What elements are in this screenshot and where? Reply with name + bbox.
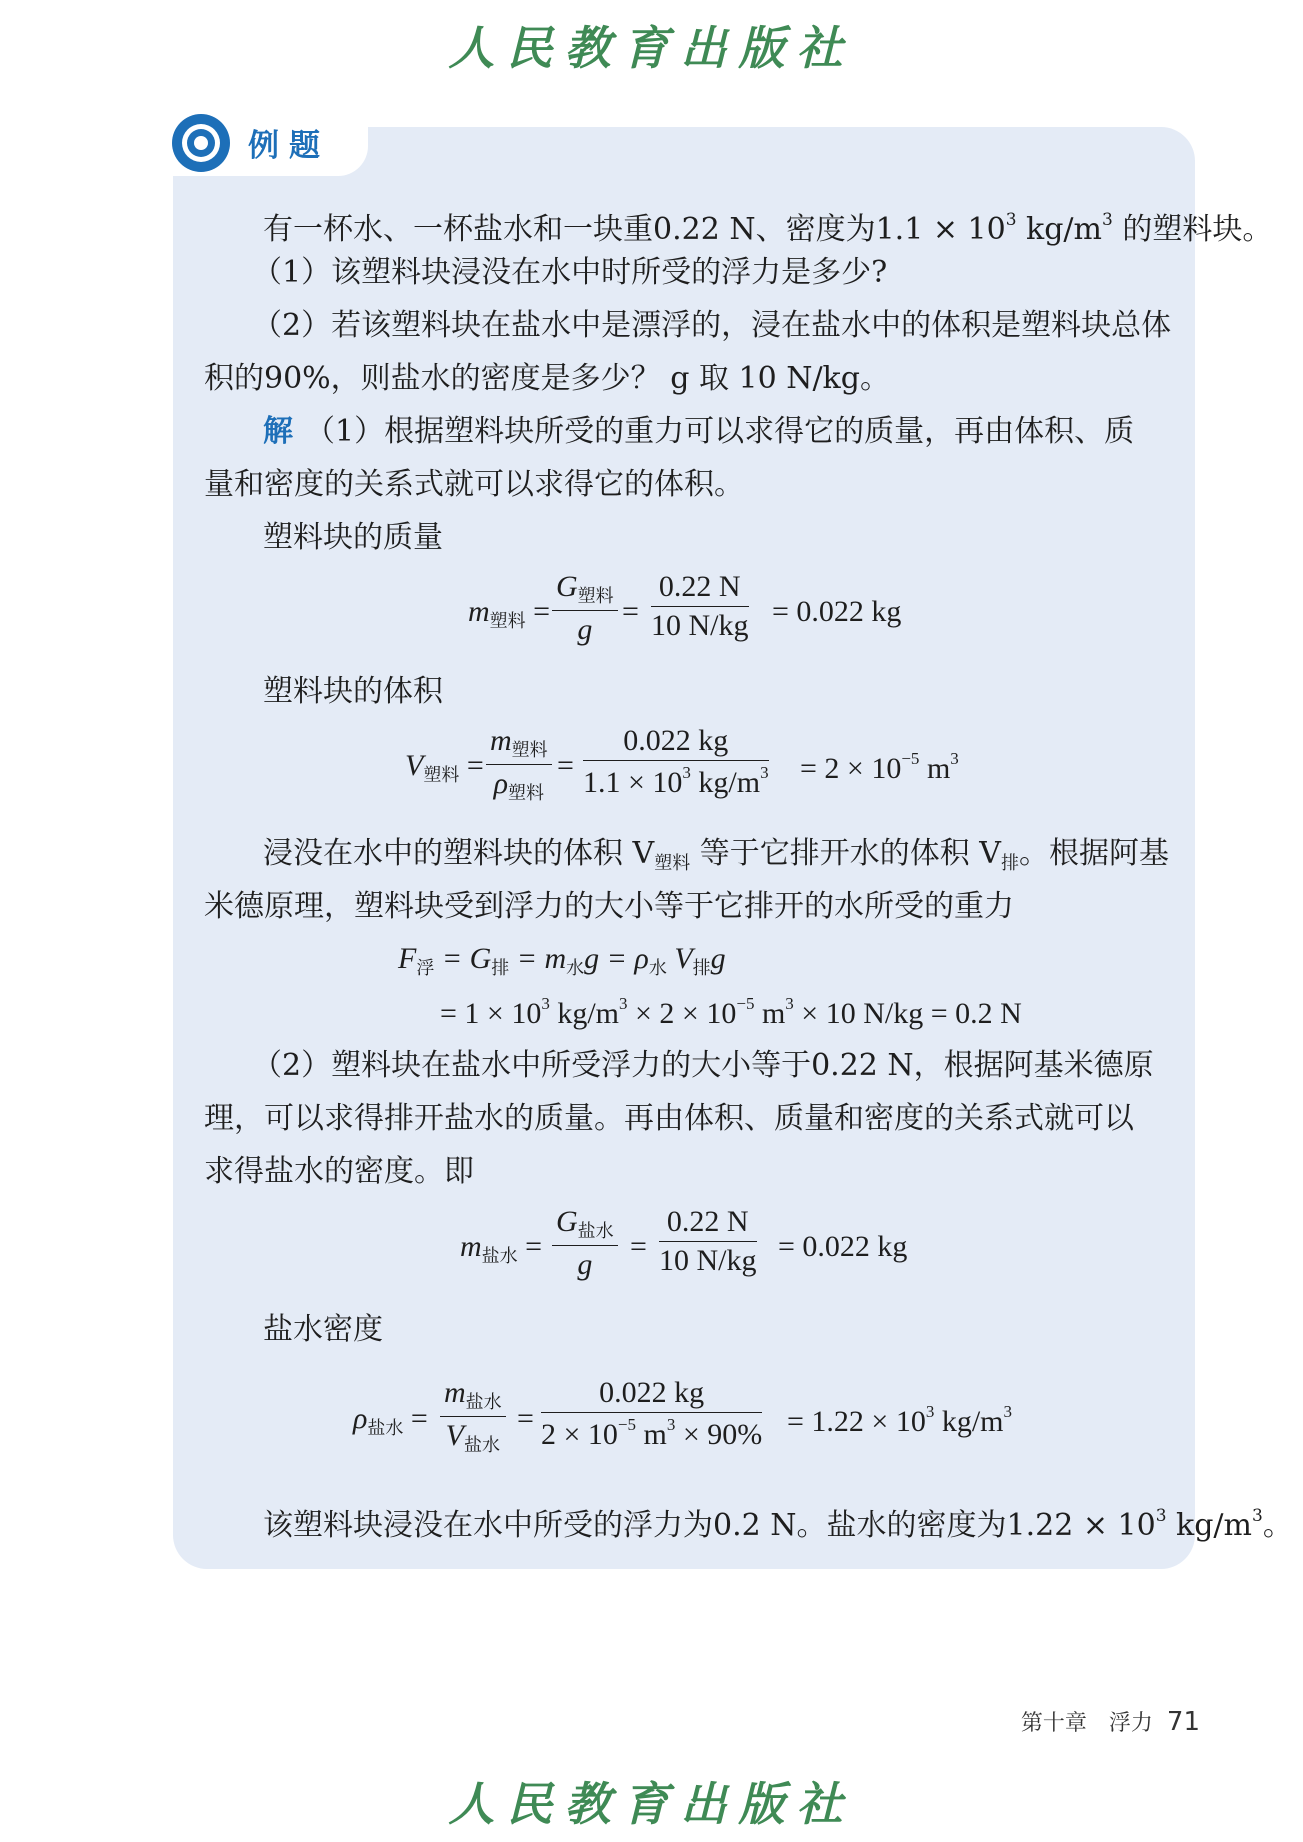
eq6-lhs: $\rho_{盐水}$ =	[353, 1402, 428, 1439]
question-2-line-1: （2）若该塑料块在盐水中是漂浮的，浸在盐水中的体积是塑料块总体	[252, 308, 1172, 343]
eq1-equals: =	[622, 595, 639, 628]
paragraph-3-line-1: 浸没在水中的塑料块的体积 $V_{塑料}$ 等于它排开水的体积 $V_排$。根据阿基	[263, 836, 1169, 874]
problem-line-1: 有一杯水、一杯盐水和一块重0.22 N、密度为$1.1 \times 10^3$ $kg/m^3$ 的塑料块。	[263, 210, 1273, 247]
conclusion: 该塑料块浸没在水中所受的浮力为0.2 N。盐水的密度为$1.22 \times 10^3$ $kg/m^3$。	[263, 1506, 1293, 1543]
publisher-seal-bottom: 人民教育出版社	[448, 1777, 855, 1831]
eq6-rhs: = $1.22 \times 10^3$ $kg/m^3$	[787, 1402, 1013, 1438]
eq2-fraction-2: $\frac{0.022 kg}{1.1 \times 10^3 kg/m^3}$	[583, 724, 769, 799]
eq1-lhs: $m_{塑料}$ =	[468, 595, 551, 632]
density-label: 盐水密度	[263, 1312, 383, 1347]
eq2-fraction-1: $m_{塑料}$ $\rho_{塑料}$	[486, 724, 552, 805]
solution-2-line-3: 求得盐水的密度。即	[204, 1154, 474, 1189]
eq2-lhs: $V_{塑料}$ =	[405, 749, 484, 786]
eq1-fraction-2: $\frac{0.22 N}{10 N/kg}$	[651, 570, 749, 642]
eq6-equals: =	[517, 1402, 534, 1435]
solution-2-line-2: 理，可以求得排开盐水的质量。再由体积、质量和密度的关系式就可以	[204, 1101, 1134, 1136]
eq4-calculation: = $1 \times 10^3$ $kg/m^3 \times 2 \times 10^{-5}$ $m^3 \times 10$ N/kg = 0.2 N	[440, 994, 1022, 1030]
paragraph-3-line-2: 米德原理，塑料块受到浮力的大小等于它排开的水所受的重力	[204, 889, 1014, 924]
solution-1-line-2: 量和密度的关系式就可以求得它的体积。	[204, 467, 744, 502]
eq6-fraction-2: $\frac{0.022 kg}{2 \times 10^{-5} m^3 \times 90\%}$	[541, 1376, 763, 1451]
solution-1-line-1: 解 （1）根据塑料块所受的重力可以求得它的质量，再由体积、质	[263, 414, 1135, 449]
eq5-lhs: $m_{盐水}$ =	[460, 1230, 543, 1267]
solution-2-line-1: （2）塑料块在盐水中所受浮力的大小等于0.22 N，根据阿基米德原	[252, 1048, 1154, 1083]
eq1-fraction-1: $G_{塑料}$ g	[552, 570, 618, 647]
volume-label: 塑料块的体积	[263, 674, 443, 709]
eq6-fraction-1: $m_{盐水}$ $V_{盐水}$	[440, 1376, 506, 1457]
mass-label: 塑料块的质量	[263, 520, 443, 555]
eq3-buoyancy: $F_浮 = G_排 = m_水g = \rho_水$ $V_排g$	[398, 942, 726, 979]
target-icon	[170, 112, 232, 174]
chapter-label: 第十章 浮力	[1020, 1711, 1153, 1736]
example-title: 例题	[248, 128, 330, 164]
eq2-rhs: = $2 \times 10^{-5}$ $m^3$	[800, 749, 959, 785]
eq5-rhs: = 0.022 kg	[778, 1230, 908, 1263]
page-footer	[1000, 1706, 1200, 1737]
publisher-seal-top: 人民教育出版社	[448, 21, 855, 75]
eq5-fraction-2: $\frac{0.22 N}{10 N/kg}$	[659, 1205, 757, 1277]
page-number: 71	[1166, 1707, 1200, 1737]
eq5-equals: =	[630, 1230, 647, 1263]
eq1-rhs: = 0.022 kg	[772, 595, 902, 628]
eq2-equals: =	[557, 749, 574, 782]
eq5-fraction-1: $G_{盐水}$ g	[552, 1205, 618, 1282]
question-2-line-2: 积的90%，则盐水的密度是多少？ g 取 10 N/kg。	[204, 361, 890, 396]
question-1: （1）该塑料块浸没在水中时所受的浮力是多少?	[252, 255, 888, 290]
solution-label: 解	[263, 414, 293, 449]
